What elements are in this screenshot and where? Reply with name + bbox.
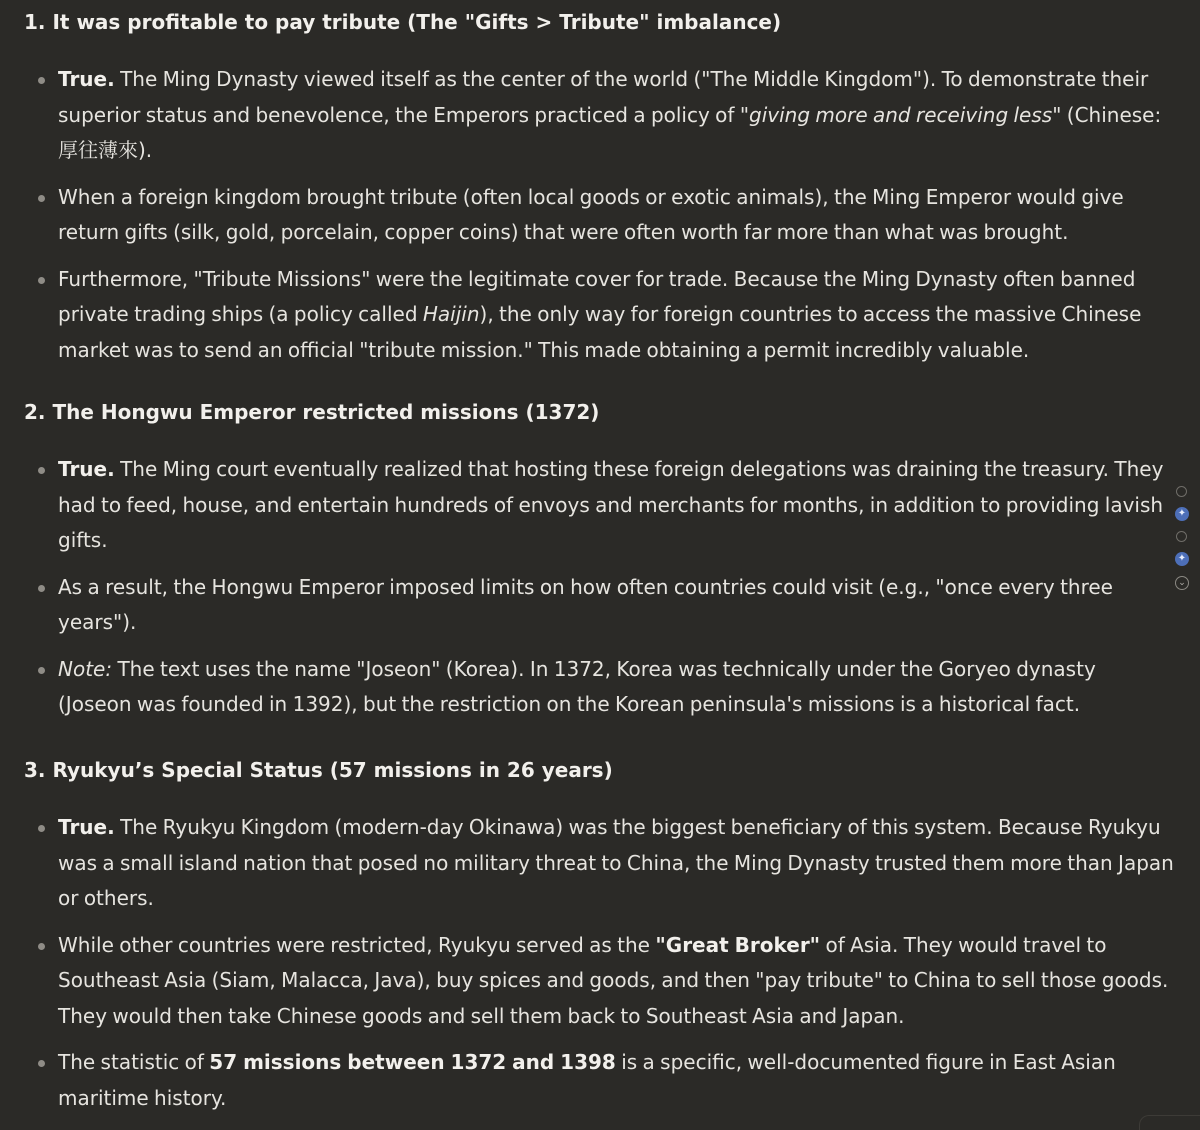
list-item: [24, 570, 1174, 641]
list-item: [24, 62, 1174, 169]
item-text: The text uses the name "Joseon" (Korea). In 1372, Korea was technically under the Goryeo dynasty (Joseon was founded in 1392), but the restriction on the Korean peninsula's missions is a historical fact.: [58, 656, 1096, 716]
italic-term: Haijin: [422, 302, 480, 326]
list-item: [24, 180, 1174, 251]
item-text: (Chinese: 厚往薄來).: [58, 102, 1162, 162]
item-text: ), the only way for foreign countries to access the massive Chinese market was to send an official "tribute mission." This made obtaining a permit incredibly valuable.: [58, 302, 1142, 362]
bullet-list: [24, 62, 1174, 368]
list-item: [24, 810, 1174, 917]
section-1: [24, 8, 1162, 362]
conversation-navigation-rail: [1172, 486, 1192, 600]
user-message-icon[interactable]: [1176, 486, 1187, 497]
list-item: [24, 452, 1174, 559]
item-text: When a foreign kingdom brought tribute (often local goods or exotic animals), the Ming Emperor would give return gifts (silk, gold, porcelain, copper coins) that were often worth far more than what was brought.: [58, 184, 1124, 244]
section-3: [24, 756, 1174, 1110]
user-message-icon[interactable]: [1176, 531, 1187, 542]
bold-phrase: "Great Broker": [655, 932, 821, 957]
list-item: [24, 928, 1174, 1035]
item-text: is a specific, well-documented figure in East Asian maritime history.: [58, 1050, 1116, 1110]
item-text: of Asia. They would travel to Southeast Asia (Siam, Malacca, Java), buy spices and goods, and then "pay tribute" to China to sell those goods. They would then take Chinese goods and sell them back to Southeast Asia and Japan.: [58, 932, 1169, 1028]
input-box-edge: [1139, 1115, 1200, 1130]
italic-quote: "giving more and receiving less": [739, 102, 1062, 127]
item-text: The Ming court eventually realized that hosting these foreign delegations was draining the treasury. They had to feed, house, and entertain hundreds of envoys and merchants for months, in addition to providing lavish gifts.: [58, 457, 1164, 552]
bold-lead: True.: [58, 67, 115, 91]
item-text: The Ryukyu Kingdom (modern-day Okinawa) was the biggest beneficiary of this system. Because Ryukyu was a small island nation that posed no military threat to China, the Ming Dynasty trusted them more than Japan or others.: [58, 815, 1174, 910]
section-2: [24, 398, 1164, 716]
bullet-list: [24, 810, 1174, 1116]
item-text: While other countries were restricted, Ryukyu served as the: [58, 932, 656, 957]
bold-phrase: 57 missions between 1372 and 1398: [209, 1050, 616, 1074]
item-text: The statistic of: [58, 1050, 210, 1074]
bullet-list: [24, 452, 1174, 723]
list-item: [24, 652, 1174, 723]
section-heading: 2. The Hongwu Emperor restricted missions (1372): [24, 400, 600, 424]
scroll-down-icon[interactable]: ⌄: [1175, 576, 1189, 590]
item-text: Furthermore, "Tribute Missions" were the legitimate cover for trade. Because the Ming Dynasty often banned private trading ships (a policy called: [58, 266, 1136, 326]
list-item: [24, 1045, 1174, 1116]
assistant-sparkle-icon[interactable]: ✦: [1175, 507, 1189, 521]
item-text: As a result, the Hongwu Emperor imposed limits on how often countries could visit (e.g., "once every three years").: [58, 574, 1113, 634]
bold-lead: True.: [58, 457, 115, 481]
italic-note: Note:: [58, 656, 113, 681]
section-heading: 3. Ryukyu’s Special Status (57 missions in 26 years): [24, 758, 613, 782]
bold-lead: True.: [58, 815, 115, 839]
list-item: [24, 262, 1174, 369]
assistant-sparkle-icon[interactable]: ✦: [1175, 552, 1189, 566]
section-heading: 1. It was profitable to pay tribute (The "Gifts > Tribute" imbalance): [24, 10, 782, 34]
item-text: The Ming Dynasty viewed itself as the center of the world ("The Middle Kingdom"). To demonstrate their superior status and benevolence, the Emperors practiced a policy of: [58, 67, 1149, 127]
